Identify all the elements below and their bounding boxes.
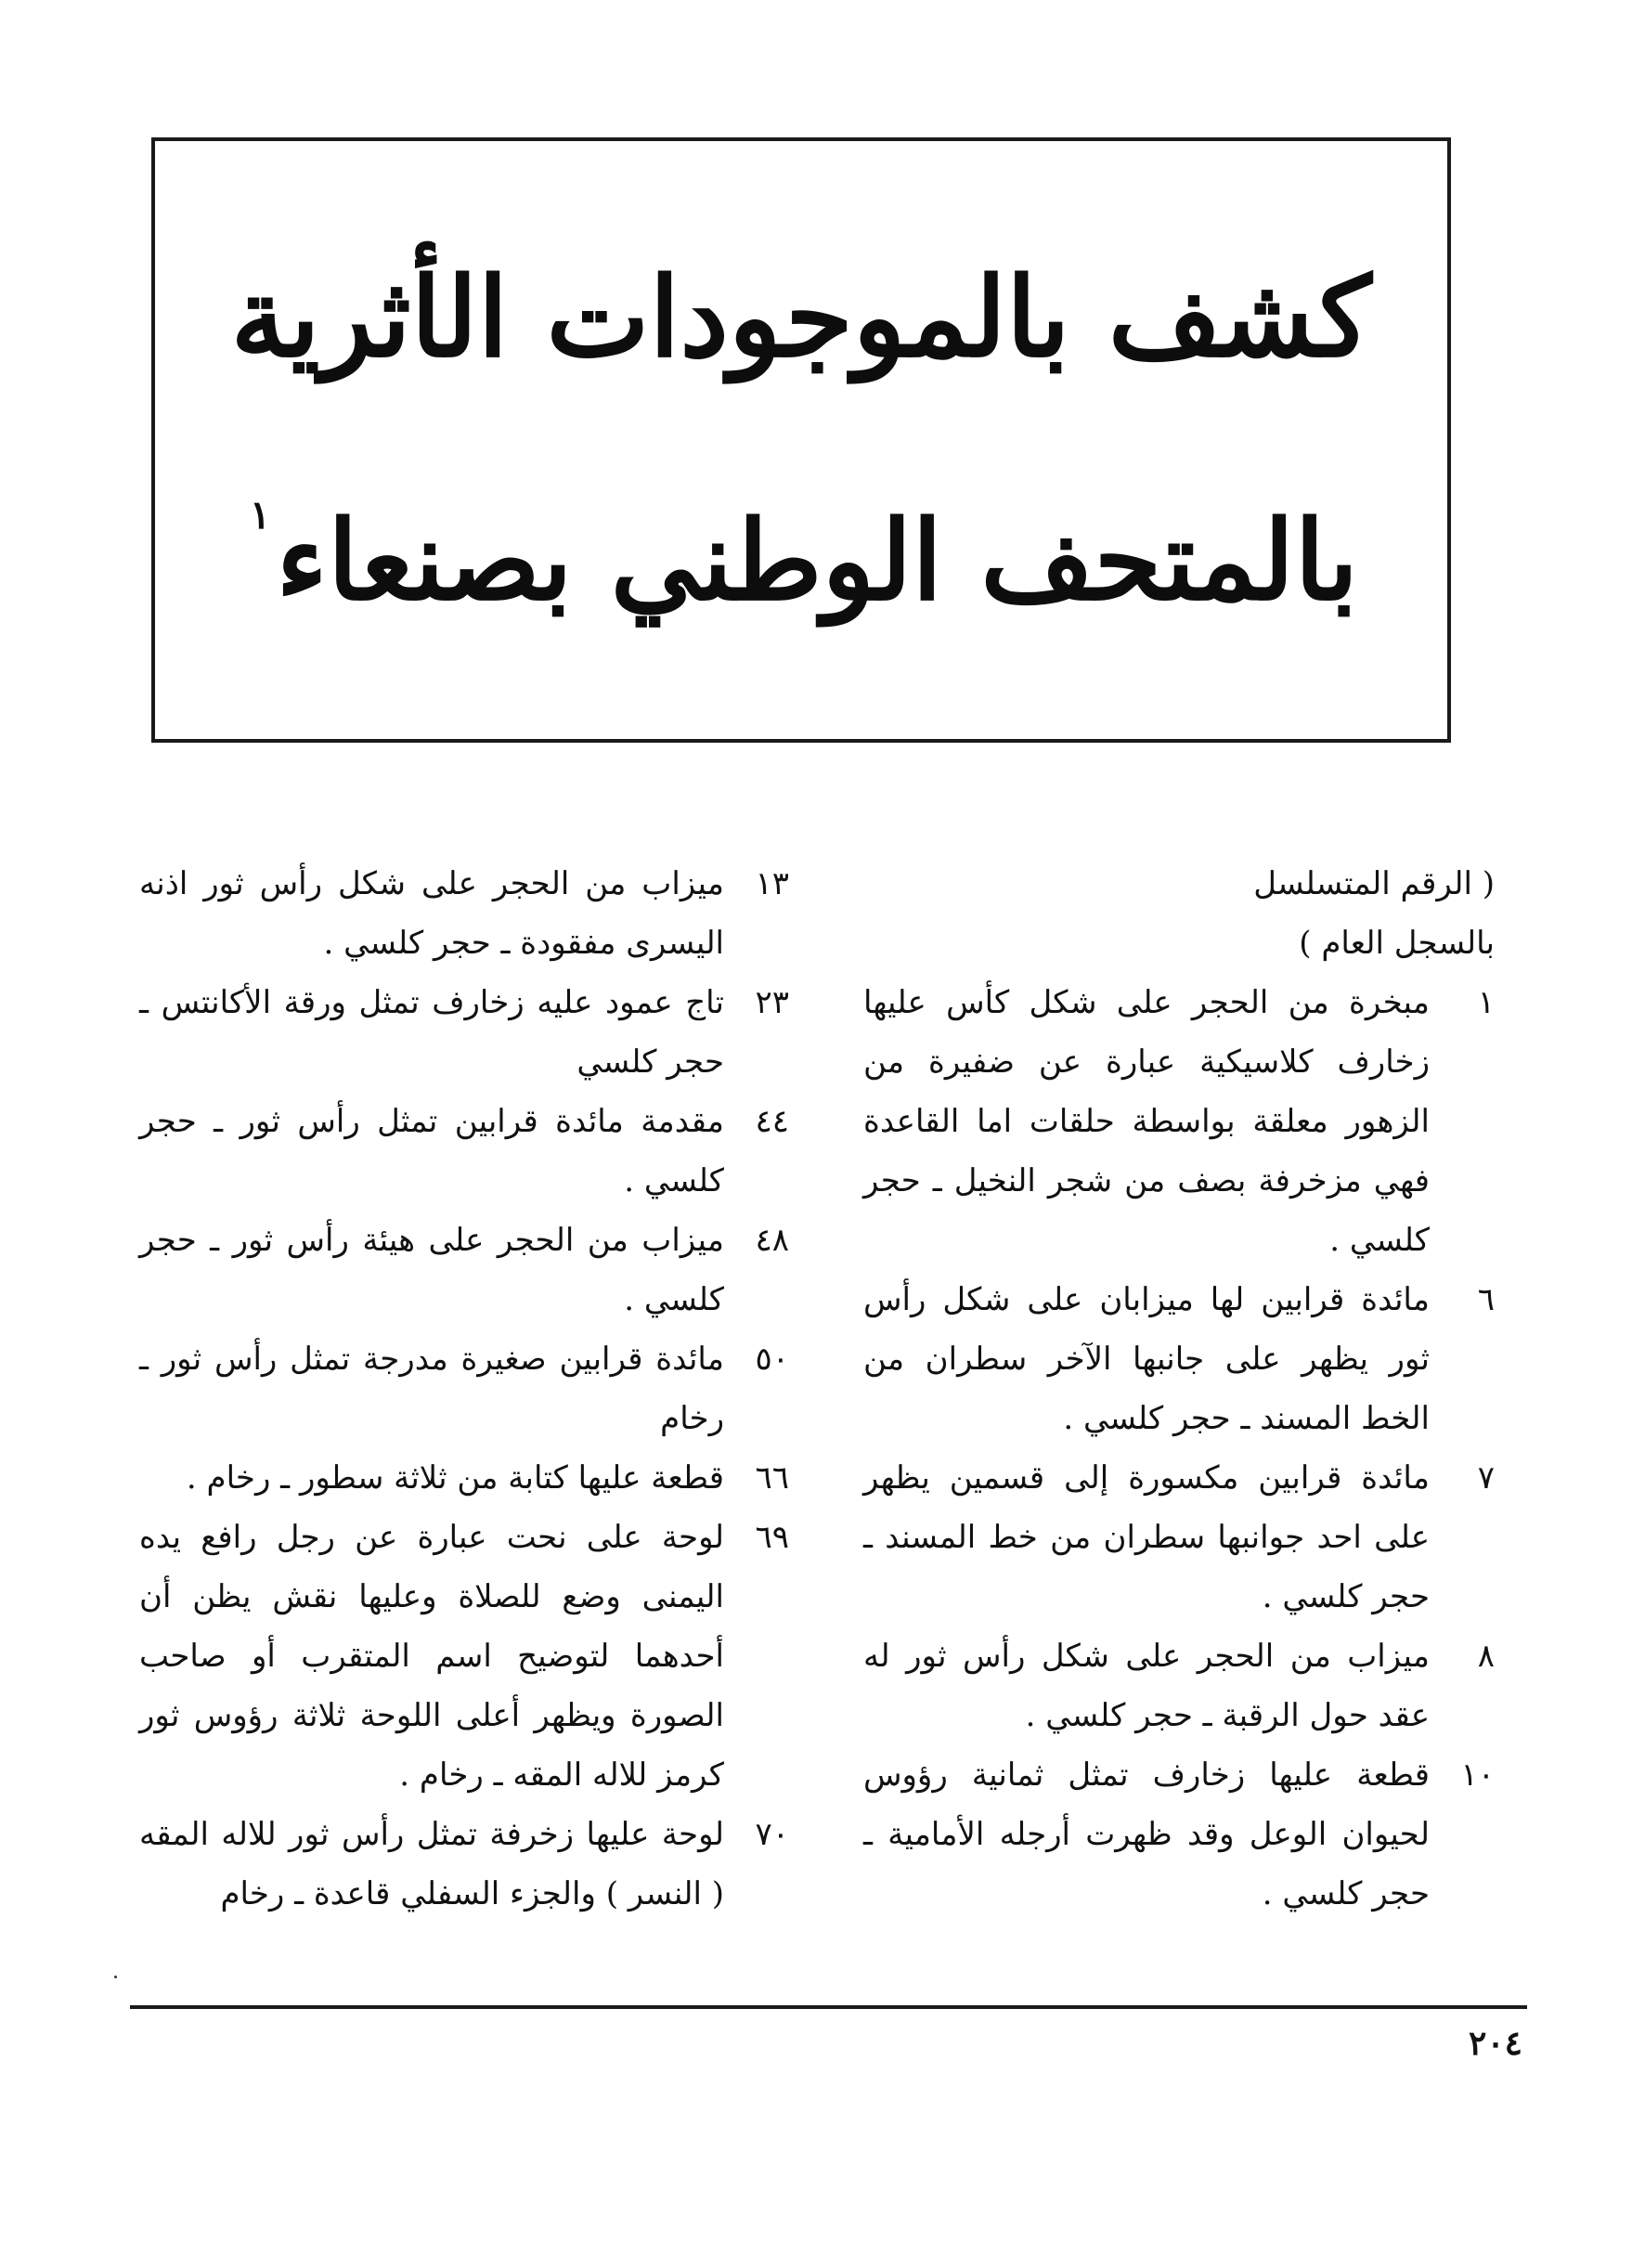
entry-number: ٧ — [1477, 1459, 1495, 1497]
entry-text: مبخرة من الحجر على شكل كأس عليها زخارف كلاسيكية عبارة عن ضفيرة من الزهور معلقة بواسطة حلقات اما القاعدة فهي مزخرفة بصف من شجر النخيل ـ حجر كلسي . — [863, 984, 1430, 1259]
entry-text: لوحة على نحت عبارة عن رجل رافع يده اليمنى وضع للصلاة وعليها نقش يظن أن أحدهما لتوضيح اسم المتقرب أو صاحب الصورة ويظهر أعلى اللوحة ثلاثة رؤوس ثور كرمز للاله المقه ـ رخام . — [139, 1519, 724, 1794]
page-number: ٢٠٤ — [1468, 2024, 1522, 2063]
entry-number: ٥٠ — [755, 1341, 789, 1378]
entry-text: قطعة عليها زخارف تمثل ثمانية رؤوس لحيوان الوعل وقد ظهرت أرجله الأمامية ـ حجر كلسي . — [863, 1756, 1430, 1912]
entry-text: ميزاب من الحجر على شكل رأس ثور له عقد حول الرقبة ـ حجر كلسي . — [863, 1638, 1430, 1734]
footer-divider — [130, 2005, 1527, 2009]
entry-number: ٨ — [1477, 1638, 1495, 1675]
entry-number: ١٠ — [1460, 1756, 1495, 1794]
right-column — [863, 854, 1495, 1924]
list-item — [139, 1508, 789, 1805]
entry-text: ميزاب من الحجر على هيئة رأس ثور ـ حجر كلسي . — [139, 1222, 724, 1318]
list-item — [139, 1805, 789, 1924]
list-item — [139, 854, 789, 973]
list-item — [863, 1626, 1495, 1745]
list-item — [863, 973, 1495, 1270]
entry-text: ميزاب من الحجر على شكل رأس ثور اذنه اليسرى مفقودة ـ حجر كلسي . — [139, 865, 724, 962]
list-item — [863, 1448, 1495, 1626]
column-header-line-1: ( الرقم المتسلسل — [1253, 865, 1495, 902]
list-item — [139, 973, 789, 1092]
entry-number: ١٣ — [755, 865, 789, 902]
entry-text: قطعة عليها كتابة من ثلاثة سطور ـ رخام . — [186, 1459, 724, 1497]
margin-mark — [114, 1976, 117, 1978]
left-column — [139, 854, 789, 1924]
entry-number: ٤٤ — [755, 1103, 789, 1140]
list-item — [139, 1092, 789, 1211]
entry-text: تاج عمود عليه زخارف تمثل ورقة الأكانتس ـ حجر كلسي — [139, 984, 724, 1081]
entry-text: مائدة قرابين مكسورة إلى قسمين يظهر على احد جوانبها سطران من خط المسند ـ حجر كلسي . — [863, 1459, 1430, 1615]
entry-number: ٦ — [1477, 1281, 1495, 1318]
entry-text: مقدمة مائدة قرابين تمثل رأس ثور ـ حجر كلسي . — [139, 1103, 724, 1199]
list-item — [139, 1329, 789, 1448]
title-line-2 — [155, 492, 1447, 625]
entry-number: ٢٣ — [755, 984, 789, 1021]
list-item — [863, 1270, 1495, 1448]
entry-text: لوحة عليها زخرفة تمثل رأس ثور للاله المقه ( النسر ) والجزء السفلي قاعدة ـ رخام — [139, 1816, 724, 1912]
entry-number: ٧٠ — [755, 1816, 789, 1853]
entry-text: مائدة قرابين لها ميزابان على شكل رأس ثور يظهر على جانبها الآخر سطران من الخط المسند ـ حجر كلسي . — [863, 1281, 1430, 1437]
entry-text: مائدة قرابين صغيرة مدرجة تمثل رأس ثور ـ رخام — [139, 1341, 724, 1437]
list-item — [139, 1211, 789, 1329]
title-line-2-text: بالمتحف الوطني بصنعاء — [276, 496, 1359, 625]
list-item — [139, 1448, 789, 1508]
title-frame — [151, 137, 1451, 743]
column-header — [863, 854, 1495, 973]
list-item — [863, 1745, 1495, 1924]
entry-number: ٤٨ — [755, 1222, 789, 1259]
title-line-1: كشف بالموجودات الأثرية — [230, 253, 1372, 382]
column-header-line-2: بالسجل العام ) — [1299, 925, 1495, 962]
title-footnote-marker: ١ — [249, 492, 271, 538]
entry-number: ٦٩ — [755, 1519, 789, 1556]
entry-number: ٦٦ — [755, 1459, 789, 1497]
entry-number: ١ — [1477, 984, 1495, 1021]
